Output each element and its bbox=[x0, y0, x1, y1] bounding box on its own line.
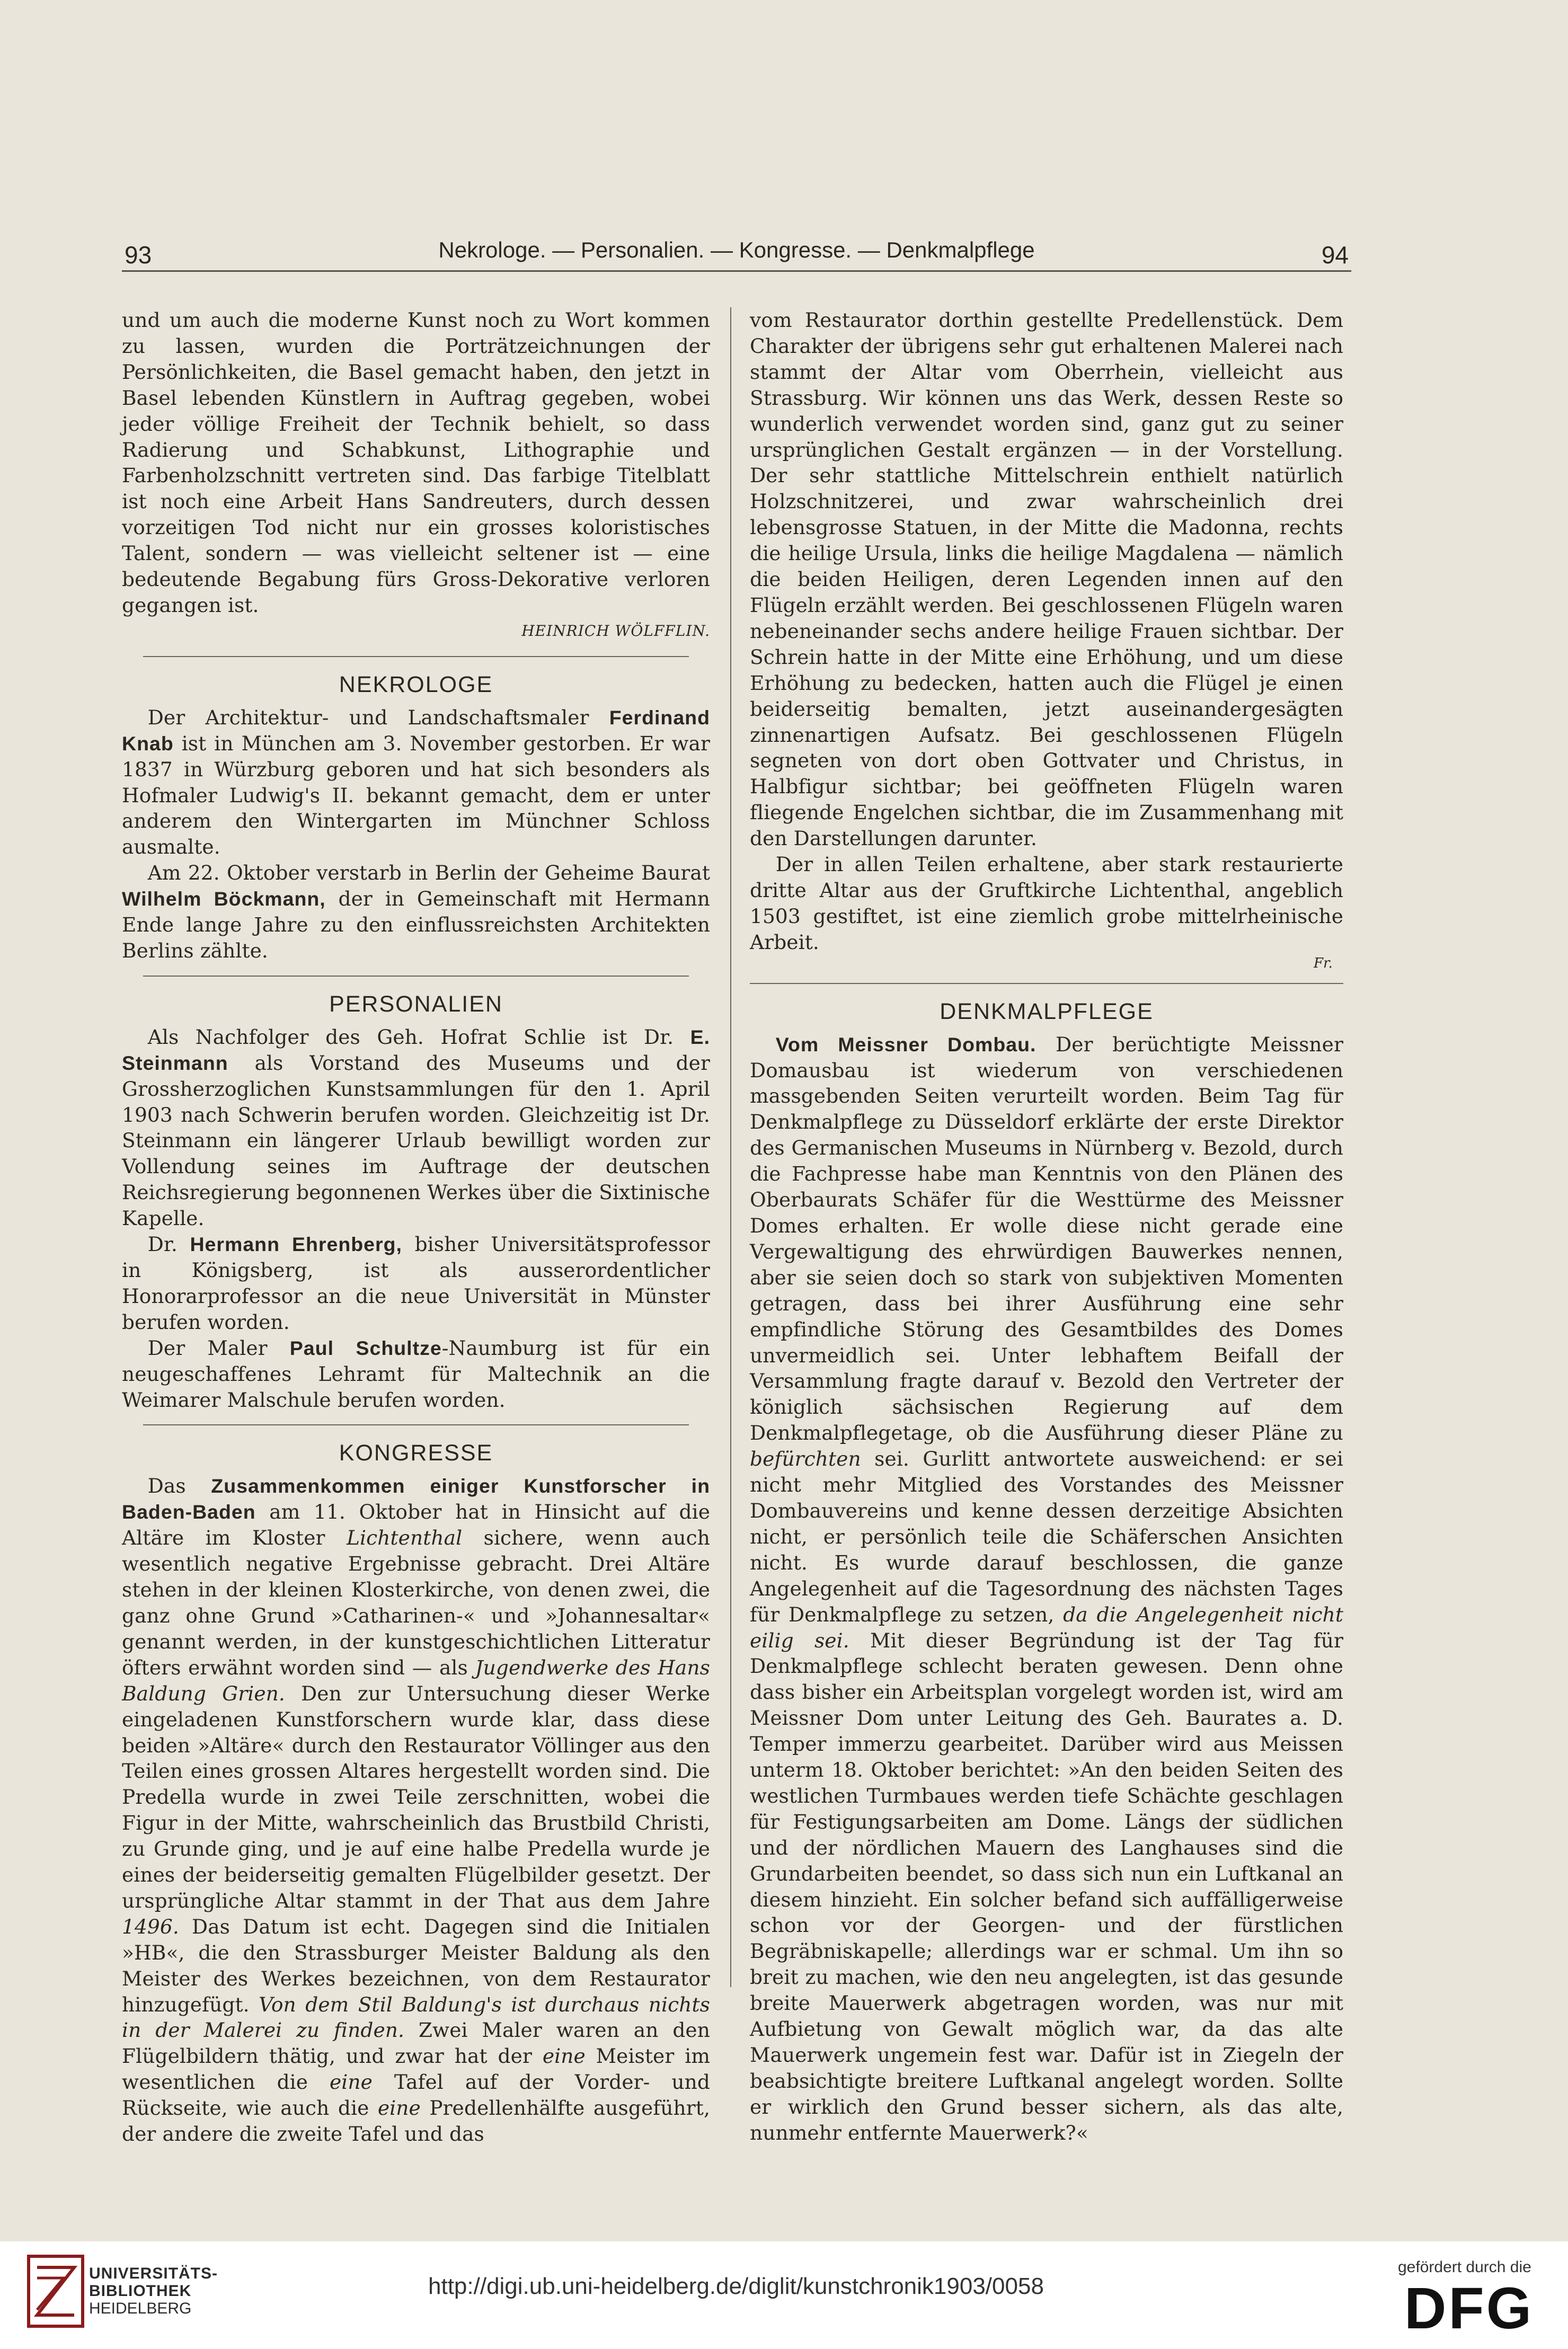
kongress-third-altar: Der in allen Teilen erhaltene, aber stark restaurierte dritte Altar aus der Gruftkirche Lichtenthal, angeblich 1503 gestiftet, ist eine ziemlich grobe mittelrheinische Arbeit. bbox=[750, 853, 1343, 954]
denkmalpflege-paragraph: Vom Meissner Dombau. Der berüchtigte Meissner Domausbau ist wiederum von verschiedenen massgebenden Seiten verurteilt worden. Beim Tag für Denkmalpflege zu Düsseldorf erklärte der erste Direktor des Germanischen Museums in Nürnberg v. Bezold, durch die Fachpresse habe man Kenntnis von den Plänen des Oberbaurats Schäfer für die Westtürme des Meissner Domes erhalten. Er wolle diese nicht gerade eine Vergewaltigung des ehrwürdigen Bauwerkes nennen, aber sie seien doch so stark von subjektiven Momenten getragen, dass bei ihrer Ausführung eine sehr empfindliche Störung des Gesamtbildes des Domes unvermeidlich sei. Unter lebhaftem Beifall der Versammlung fragte darauf v. Bezold den Vertreter der königlich sächsischen Regierung auf dem Denkmalpflegetage, ob die Ausführung dieser Pläne zu befürchten sei. Gurlitt antwortete ausweichend: er sei nicht mehr Mitglied des Vorstandes des Meissner Dombauvereins und kenne dessen derzeitige Absichten nicht, er persönlich teile die Schäferschen Ansichten nicht. Es wurde darauf beschlossen, die ganze Angelegenheit auf die Tagesordnung des nächsten Tages für Denkmalpflege zu setzen, da die Angelegenheit nicht eilig sei. Mit dieser Begründung ist der Tag für Denkmalpflege schlecht beraten gewesen. Denn ohne dass bisher ein Arbeitsplan vorgelegt worden ist, wird am Meissner Dom unter Leitung des Geh. Baurates a. D. Temper immerzu gearbeitet. Darüber wird aus Meissen unterm 18. Oktober berichtet: »An den beiden Seiten des westlichen Turmbaues werden tiefe Schächte geschlagen für Festigungsarbeiten am Dome. Längs der südlichen und der nördlichen Mauern des Langhauses sind die Grundarbeiten beendet, so dass sich nun ein Luftkanal an diesem hinzieht. Ein solcher befand sich auffälligerweise schon vor der Georgen- und der fürstlichen Begräbniskapelle; allerdings war er schmal. Um ihn so breit zu machen, wie den neu angelegten, ist das gesunde breite Mauerwerk abgetragen worden, was nur mit Aufbietung von Gewalt möglich war, da das alte Mauerwerk ungemein fest war. Dafür ist in Ziegeln der beabsichtigte breitere Luftkanal angelegt worden. Sollte er wirklich den Grund besser sichern, als das alte, nunmehr entfernte Mauerwerk?« bbox=[750, 1032, 1343, 2144]
person-name: Paul Schultze bbox=[289, 1336, 442, 1359]
kongress-continuation: vom Restaurator dorthin gestellte Predellenstück. Dem Charakter der übrigens sehr gut erhaltenen Malerei nach stammt der Altar vom Oberrhein, vielleicht aus Strassburg. Wir können uns das Werk, dessen Reste so wunderlich verwendet worden sind, ganz gut zu seiner ursprünglichen Gestalt ergänzen — in der Vorstellung. Der sehr stattliche Mittelschrein enthielt natürlich Holzschnitzerei, und zwar wahrscheinlich drei lebensgrosse Statuen, in der Mitte die Madonna, rechts die heilige Ursula, links die heilige Magdalena — nämlich die beiden Heiligen, deren Legenden innen auf den Flügeln erzählt werden. Bei geschlossenen Flügeln waren nebeneinander sechs andere heilige Frauen sichtbar. Der Schrein hatte in der Mitte eine Erhöhung, und um diese Erhöhung zu bedecken, hatten auch die Flügel je einen beiderseitig bemalten, jetzt auseinandergesägten zinnenartigen Aufsatz. Bei geschlossenen Flügeln segneten von dort oben Gottvater und Christus, in Halbfigur sichtbar; bei geöffneten Flügeln waren fliegende Engelchen sichtbar, die im Zusammenhang mit den Darstellungen darunter. bbox=[750, 308, 1343, 850]
personalie-ehrenberg: Dr. Hermann Ehrenberg, bisher Universitätsprofessor in Königsberg, ist als ausserordentlicher Honorarprofessor an die neue Universität in Münster berufen worden. bbox=[122, 1233, 710, 1334]
personalien-heading: PERSONALIEN bbox=[329, 991, 503, 1017]
left-column bbox=[122, 307, 710, 2147]
person-name: Hermann Ehrenberg, bbox=[190, 1233, 402, 1256]
nekrologe-heading: NEKROLOGE bbox=[339, 671, 493, 697]
person-name: Wilhelm Böckmann, bbox=[122, 888, 326, 910]
digitization-footer bbox=[0, 2241, 1568, 2349]
section-divider bbox=[750, 983, 1343, 984]
kongress-paragraph: Das Zusammenkommen einiger Kunstforscher in Baden-Baden am 11. Oktober hat in Hinsicht auf die Altäre im Kloster Lichtenthal sichere, wenn auch wesentlich negative Ergebnisse gebracht. Drei Altäre stehen in der kleinen Klosterkirche, von denen zwei, die ganz ohne Grund »Catharinen-« und »Johannesaltar« genannt werden, in der kunstgeschichtlichen Litteratur öfters erwähnt worden sind — als Jugendwerke des Hans Baldung Grien. Den zur Untersuchung dieser Werke eingeladenen Kunstforschern wurde klar, dass diese beiden »Altäre« durch den Restaurator Völlinger aus den Teilen eines grossen Altares hergestellt worden sind. Die Predella wurde in zwei Teile zerschnitten, wobei die Figur in der Mitte, wahrscheinlich das Brustbild Christi, zu Grunde ging, und je auf eine halbe Predella wurde je eines der beiderseitig gemalten Flügelbilder gesetzt. Der ursprüngliche Altar stammt in der That aus dem Jahre 1496. Das Datum ist echt. Dagegen sind die Initialen »HB«, die den Strassburger Meister Baldung als den Meister des Werkes bezeichnen, von dem Restaurator hinzugefügt. Von dem Stil Baldung's ist durchaus nichts in der Malerei zu finden. Zwei Maler waren an den Flügelbildern thätig, und zwar hat der eine Meister im wesentlichen die eine Tafel auf der Vorder- und Rückseite, wie auch die eine Predellenhälfte ausgeführt, der andere die zweite Tafel und das bbox=[122, 1474, 711, 2146]
nekrolog-knab: Der Architektur- und Landschaftsmaler Ferdinand Knab ist in München am 3. November gestorben. Er war 1837 in Würzburg geboren und hat sich besonders als Hofmaler Ludwig's II. bekannt gemacht, dem er unter anderem den Wintergarten im Münchner Schloss ausmalte. bbox=[122, 705, 710, 859]
running-header bbox=[122, 233, 1351, 272]
denkmalpflege-heading: DENKMALPFLEGE bbox=[940, 998, 1154, 1024]
running-title: Nekrologe. — Personalien. — Kongresse. — Denkmalpflege bbox=[438, 237, 1035, 262]
article-title: Vom Meissner Dombau. bbox=[775, 1033, 1037, 1056]
personalie-schultze: Der Maler Paul Schultze-Naumburg ist für ein neugeschaffenes Lehramt für Maltechnik an die Weimarer Malschule berufen worden. bbox=[122, 1336, 710, 1412]
event-name: Zusammenkommen einiger Kunstforscher in Baden-Baden bbox=[122, 1475, 710, 1523]
nekrolog-boeckmann: Am 22. Oktober verstarb in Berlin der Geheime Baurat Wilhelm Böckmann, der in Gemeinschaft mit Hermann Ende lange Jahre zu den einflussreichsten Architekten Berlins zählte. bbox=[122, 861, 710, 962]
right-column bbox=[750, 307, 1343, 2146]
kongress-signature: Fr. bbox=[1313, 955, 1333, 971]
person-name: E. Steinmann bbox=[122, 1025, 710, 1074]
library-logo-icon bbox=[26, 2254, 85, 2328]
personalie-steinmann: Als Nachfolger des Geh. Hofrat Schlie ist Dr. E. Steinmann als Vorstand des Museums und der Grossherzoglichen Kunstsammlungen für den 1. April 1903 nach Schwerin berufen worden. Gleichzeitig ist Dr. Steinmann ein längerer Urlaub bewilligt worden zur Vollendung seines im Auftrage der deutschen Reichsregierung begonnenen Werkes über die Sixtinische Kapelle. bbox=[122, 1025, 710, 1230]
page-number-right: 94 bbox=[1321, 241, 1349, 269]
person-name: Ferdinand Knab bbox=[122, 706, 710, 755]
library-name: UNIVERSITÄTS- BIBLIOTHEK HEIDELBERG bbox=[89, 2265, 218, 2317]
funding-label: gefördert durch die bbox=[1398, 2258, 1531, 2276]
section-divider bbox=[143, 1424, 689, 1425]
intro-paragraph: und um auch die moderne Kunst noch zu Wort kommen zu lassen, wurden die Porträtzeichnungen der Persönlichkeiten, die Basel gemacht haben, den jetzt in Basel lebenden Künstlern in Auftrag gegeben, wobei jeder völlige Freiheit der Technik behielt, so dass Radierung und Schabkunst, Lithographie und Farbenholzschnitt vertreten sind. Das farbige Titelblatt ist noch eine Arbeit Hans Sandreuters, durch dessen vorzeitigen Tod nicht nur ein grosses koloristisches Talent, sondern — was vielleicht seltener ist — eine bedeutende Begabung fürs Gross-Dekorative verloren gegangen ist. bbox=[122, 308, 710, 617]
page-number-left: 93 bbox=[125, 241, 152, 269]
dfg-logo: DFG bbox=[1404, 2276, 1534, 2341]
permalink[interactable]: http://digi.ub.uni-heidelberg.de/diglit/kunstchronik1903/0058 bbox=[428, 2273, 1044, 2299]
kongresse-heading: KONGRESSE bbox=[339, 1440, 493, 1466]
column-separator bbox=[730, 307, 731, 1987]
intro-signature: HEINRICH WÖLFFLIN. bbox=[521, 622, 710, 640]
section-divider bbox=[143, 656, 689, 657]
section-divider bbox=[143, 976, 689, 977]
